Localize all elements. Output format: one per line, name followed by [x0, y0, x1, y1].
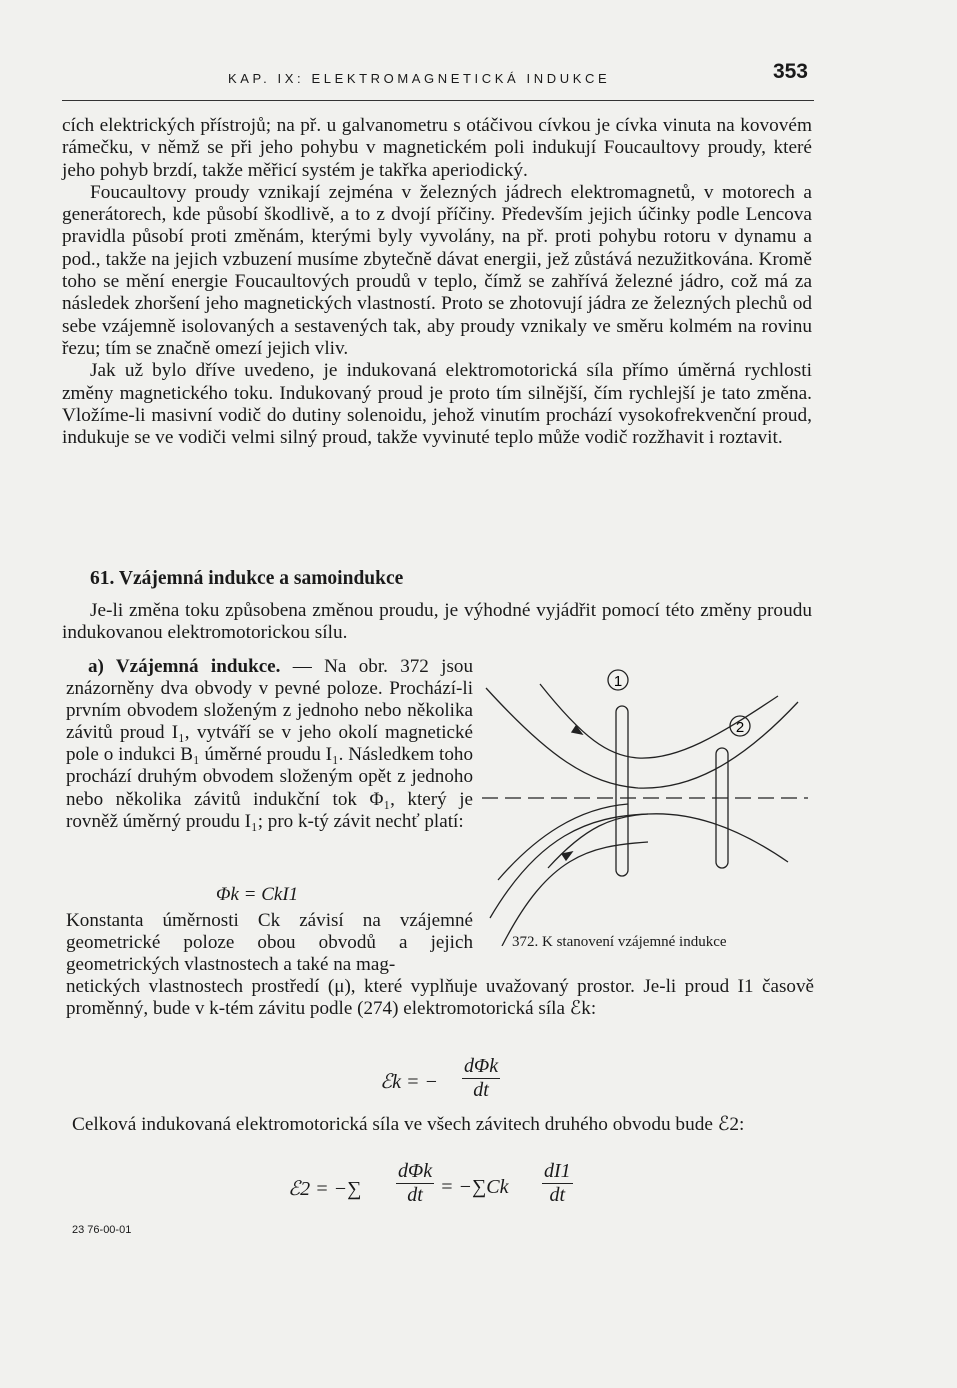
equation-total-denominator-1: dt	[407, 1184, 423, 1206]
figure-caption: 372. K stanovení vzájemné indukce	[512, 934, 727, 950]
equation-total-fraction-1	[396, 1160, 434, 1207]
equation-total-numerator-1: dΦk	[398, 1160, 433, 1182]
field-line-left-lower	[498, 804, 628, 880]
section-title: 61. Vzájemná indukce a samoindukce	[90, 568, 404, 589]
equation-total-numerator-2: dI1	[544, 1160, 571, 1182]
circuit-1-label: 1	[613, 673, 623, 690]
equation-emf-fraction	[462, 1055, 500, 1102]
equation-emf-lhs: ℰk = −	[380, 1071, 438, 1093]
equation-total-fraction-2	[542, 1160, 573, 1207]
field-line-bottom	[502, 842, 648, 946]
page-header	[62, 60, 814, 101]
circuit-2-label: 2	[735, 719, 745, 736]
paragraph-1: cích elektrických přístrojů; na př. u galvanometru s otáčivou cívkou je cívka vinuta na kovovém rámečku, v němž se při jeho pohybu v magnetickém poli indukují Foucaultovy proudy, které jeho pohyb brzdí, takže měřicí systém je takřka aperiodický.	[62, 115, 812, 181]
arrow-lower	[562, 852, 572, 860]
section-lead-paragraph: Je-li změna toku způsobena změnou proudu, je výhodné vyjádřit pomocí této změny proudu indukovanou elektromotorickou sílu.	[62, 600, 812, 644]
figure-372-diagram	[478, 656, 818, 946]
field-line-lower-outer	[490, 814, 648, 918]
equation-total-denominator-2: dt	[549, 1184, 566, 1206]
constant-text-narrow: Konstanta úměrnosti Ck závisí na vzájemné geometrické poloze obou obvodů a jejich geometrických vlastnostech a také na mag-	[66, 910, 473, 976]
circuit-1-rod	[616, 706, 628, 876]
subsection-text: — Na obr. 372 jsou znázorněny dva obvody v pevné poloze. Prochází-li prvním obvodem složeným z jednoho nebo několika závitů proud I₁, vytváří se v jeho okolí magnetické pole o indukci B₁ úměrné proudu I₁. Následkem toho prochází druhým obvodem složeným opět z jednoho nebo několika závitů indukční tok Φ₁, který je rovněž úměrný proudu I₁; pro k-tý závit nechť platí:	[66, 656, 473, 832]
paragraph-3: Jak už bylo dříve uvedeno, je indukovaná elektromotorická síla přímo úměrná rychlosti změny magnetického toku. Indukovaný proud je proto tím silnější, čím rychlejší je tato změna. Vložíme-li masivní vodič do dutiny solenoidu, jehož vinutím prochází vysokofrekvenční proud, indukuje se ve vodiči velmi silný proud, takže vyvinuté teplo může vodič rozžhavit i roztavit.	[62, 360, 812, 449]
page-number: 353	[772, 60, 808, 83]
total-emf-paragraph: Celková indukovaná elektromotorická síla ve všech závitech druhého obvodu bude ℰ2:	[72, 1114, 745, 1135]
printer-signature: 23 76-00-01	[72, 1224, 132, 1236]
subsection-label: a) Vzájemná indukce.	[88, 656, 281, 677]
equation-emf-numerator: dΦk	[464, 1055, 499, 1077]
field-line-upper-outer	[486, 688, 798, 788]
constant-text-wide: netických vlastnostech prostředí (μ), které vyplňuje uvažovaný prostor. Je-li proud I1 časově proměnný, bude v k-tém závitu podle (274) elektromotorická síla ℰk:	[66, 976, 814, 1020]
body-text	[62, 115, 812, 449]
field-line-lower-inner	[548, 814, 788, 868]
equation-total-middle: = −∑Ck	[440, 1176, 509, 1198]
mutual-induction-paragraph	[66, 656, 473, 833]
formula-phi-k: Φk = CkI1	[216, 884, 299, 905]
paragraph-2: Foucaultovy proudy vznikají zejména v železných jádrech elektromagnetů, v motorech a generátorech, kde působí škodlivě, a to z dvojí příčiny. Především jejich účinky podle Lencova pravidla působí proti změnám, kterými byly vyvolány, na př. proti pohybu rotoru v dynamu a pod., takže na jejich vzbuzení musíme zbytečně dávat energii, jež zůstává nezužitkována. Kromě toho se mění energie Foucaultových proudů v teplo, čímž se zahřívá železné jádro, což má za následek zhoršení jeho magnetických vlastností. Proto se zhotovují jádra ze železných plechů od sebe vzájemně isolovaných a sestavených tak, aby proudy vznikaly ve směru kolmém na rovinu řezu; tím se značně omezí jejich vliv.	[62, 181, 812, 359]
equation-total-lhs: ℰ2 = −∑	[288, 1178, 362, 1200]
running-head: KAP. IX: ELEKTROMAGNETICKÁ INDUKCE	[228, 71, 611, 86]
equation-emf-denominator: dt	[473, 1079, 489, 1101]
figure-372	[478, 656, 818, 946]
